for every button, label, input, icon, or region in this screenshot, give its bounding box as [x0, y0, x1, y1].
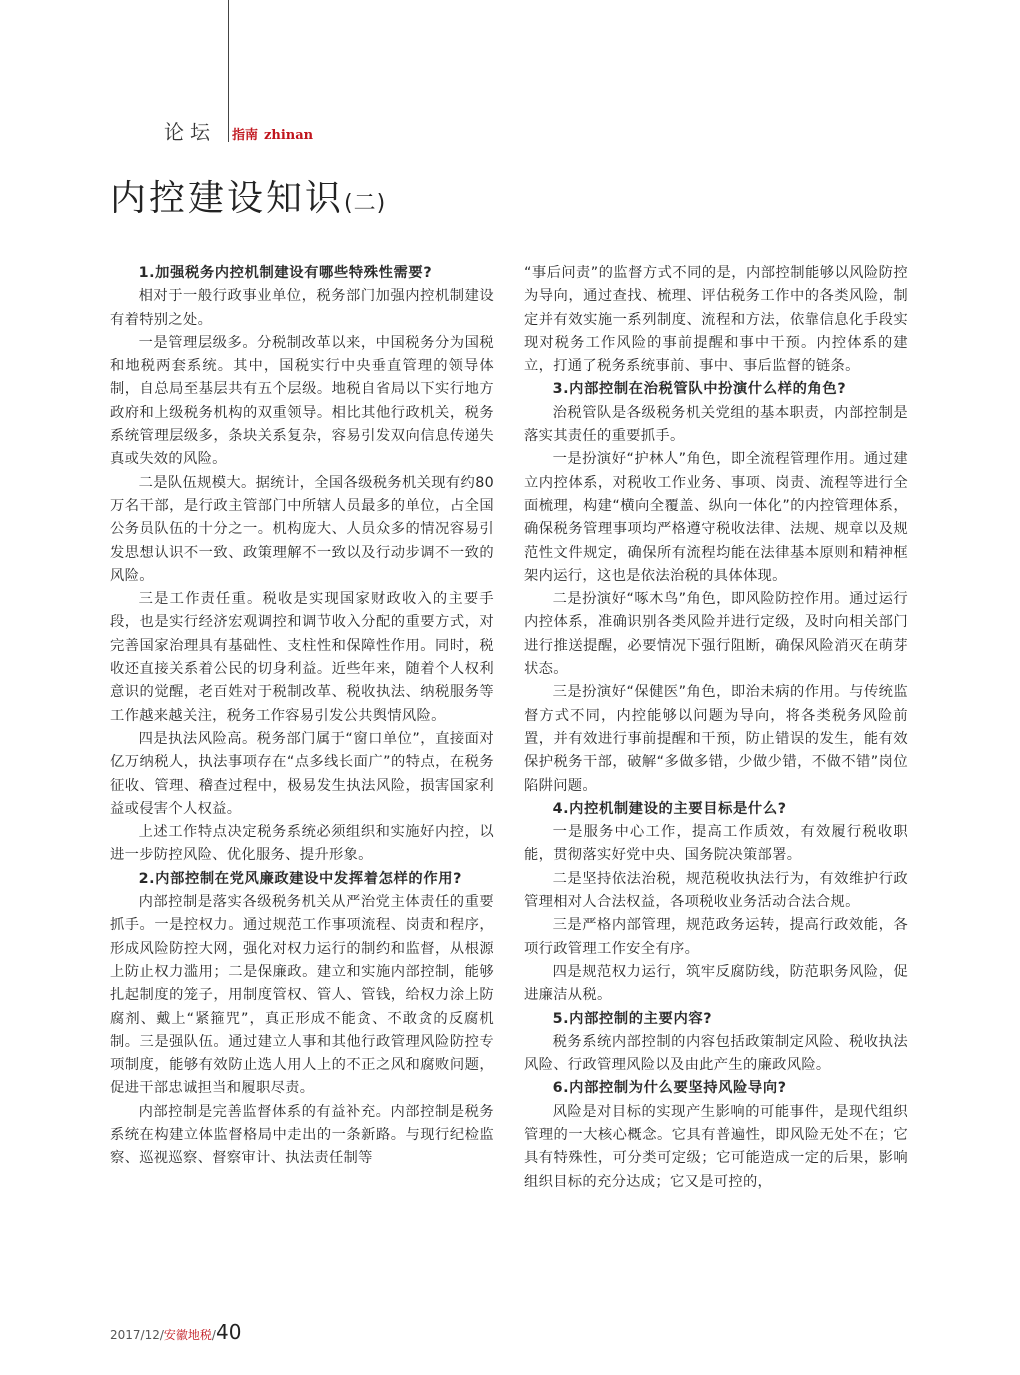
footer-sep: / — [211, 1328, 216, 1342]
question-heading: 1.加强税务内控机制建设有哪些特殊性需要? — [138, 265, 433, 281]
paragraph: 三是严格内部管理，规范政务运转，提高行政效能，各项行政管理工作安全有序。 — [524, 917, 908, 957]
paragraph: 二是坚持依法治税，规范税收执法行为，有效维护行政管理相对人合法权益，各项税收业务活动合法合规。 — [524, 870, 908, 911]
paragraph: “事后问责”的监督方式不同的是，内部控制能够以风险防控为导向，通过查找、梳理、评估税务工作中的各类风险，制定并有效实施一系列制度、流程和方法，依靠信息化手段实现对税务工作风险的事前提醒和事中干预。内控体系的建立，打通了税务系统事前、事中、事后监督的链条。 — [524, 265, 908, 375]
question-heading: 2.内部控制在党风廉政建设中发挥着怎样的作用? — [138, 870, 463, 887]
paragraph: 治税管队是各级税务机关党组的基本职责，内部控制是落实其责任的重要抓手。 — [524, 404, 908, 445]
footer-magazine: 安徽地税 — [163, 1328, 212, 1342]
paragraph: 内部控制是完善监督体系的有益补充。内部控制是税务系统在构建立体监督格局中走出的一条新路。与现行纪检监察、巡视巡察、督察审计、执法责任制等 — [110, 1103, 494, 1167]
paragraph: 一是管理层级多。分税制改革以来，中国税务分为国税和地税两套系统。其中，国税实行中央垂直管理的领导体制，自总局至基层共有五个层级。地税自省局以下实行地方政府和上级税务机构的双重领导。相比其他行政机关，税务系统管理层级多，条块关系复杂，容易引发双向信息传递失真或失效的风险。 — [110, 334, 494, 468]
page-number: 40 — [215, 1320, 242, 1344]
paragraph: 税务系统内部控制的内容包括政策制定风险、税收执法风险、行政管理风险以及由此产生的廉政风险。 — [524, 1033, 908, 1074]
paragraph: 一是扮演好“护林人”角色，即全流程管理作用。通过建立内控体系，对税收工作业务、事项、岗责、流程等进行全面梳理，构建“横向全覆盖、纵向一体化”的内控管理体系，确保税务管理事项均严格遵守税收法律、法规、规章以及规范性文件规定，确保所有流程均能在法律基本原则和精神框架内运行，这也是依法治税的具体体现。 — [524, 451, 908, 584]
paragraph: 二是队伍规模大。据统计，全国各级税务机关现有约80万名干部，是行政主管部门中所辖人员最多的单位，占全国公务员队伍的十分之一。机构庞大、人员众多的情况容易引发思想认识不一致、政策理解不一致以及行动步调不一致的风险。 — [110, 474, 494, 584]
right-column — [524, 262, 908, 1194]
question-heading: 3.内部控制在治税管队中扮演什么样的角色? — [552, 381, 847, 398]
paragraph: 内部控制是落实各级税务机关从严治党主体责任的重要抓手。一是控权力。通过规范工作事项流程、岗责和程序，形成风险防控大网，强化对权力运行的制约和监督，从根源上防止权力滥用；二是保廉政。建立和实施内部控制，能够扎起制度的笼子，用制度管权、管人、管钱，给权力涂上防腐剂、戴上“紧箍咒”，真正形成不能贪、不敢贪的反腐机制。三是强队伍。通过建立人事和其他行政管理风险防控专项制度，能够有效防止选人用人上的不正之风和腐败问题，促进干部忠诚担当和履职尽责。 — [110, 894, 494, 1097]
paragraph: 二是扮演好“啄木鸟”角色，即风险防控作用。通过运行内控体系，准确识别各类风险并进行定级，及时向相关部门进行推送提醒，必要情况下强行阻断，确保风险消灭在萌芽状态。 — [524, 591, 908, 678]
footer-date: 2017/12/ — [110, 1328, 164, 1342]
left-column — [110, 262, 494, 1171]
question-heading: 4.内控机制建设的主要目标是什么? — [552, 800, 787, 817]
guide-label-cn: 指南 — [232, 128, 259, 143]
paragraph: 三是工作责任重。税收是实现国家财政收入的主要手段，也是实行经济宏观调控和调节收入分配的重要方式，对完善国家治理具有基础性、支柱性和保障性作用。同时，税收还直接关系着公民的切身利益。近些年来，随着个人权利意识的觉醒，老百姓对于税制改革、税收执法、纳税服务等工作越来越关注，税务工作容易引发公共舆情风险。 — [110, 591, 494, 724]
paragraph: 四是执法风险高。税务部门属于“窗口单位”，直接面对亿万纳税人，执法事项存在“点多线长面广”的特点，在税务征收、管理、稽查过程中，极易发生执法风险，损害国家利益或侵害个人权益。 — [110, 730, 494, 817]
title-sub: (二) — [344, 191, 387, 216]
guide-label — [232, 124, 313, 143]
title-main: 内控建设知识 — [110, 178, 345, 219]
page-title — [110, 170, 386, 221]
paragraph: 上述工作特点决定税务系统必须组织和实施好内控，以进一步防控风险、优化服务、提升形象。 — [110, 824, 494, 864]
guide-label-en: zhinan — [264, 128, 314, 143]
paragraph: 三是扮演好“保健医”角色，即治未病的作用。与传统监督方式不同，内控能够以问题为导向，将各类税务风险前置，并有效进行事前提醒和干预，防止错误的发生，能有效保护税务干部，破解“多做多错，少做少错，不做不错”岗位陷阱问题。 — [524, 684, 908, 794]
question-heading: 6.内部控制为什么要坚持风险导向? — [552, 1080, 787, 1097]
page-footer — [110, 1320, 241, 1344]
section-label: 论坛 — [164, 120, 216, 144]
header-rule — [228, 0, 229, 142]
question-heading: 5.内部控制的主要内容? — [552, 1010, 713, 1027]
paragraph: 四是规范权力运行，筑牢反腐防线，防范职务风险，促进廉洁从税。 — [524, 963, 908, 1004]
paragraph: 相对于一般行政事业单位，税务部门加强内控机制建设有着特别之处。 — [110, 288, 494, 328]
paragraph: 风险是对目标的实现产生影响的可能事件，是现代组织管理的一大核心概念。它具有普遍性，即风险无处不在；它具有特殊性，可分类可定级；它可能造成一定的后果，影响组织目标的充分达成；它又是可控的， — [524, 1103, 908, 1190]
paragraph: 一是服务中心工作，提高工作质效，有效履行税收职能，贯彻落实好党中央、国务院决策部署。 — [524, 824, 908, 864]
